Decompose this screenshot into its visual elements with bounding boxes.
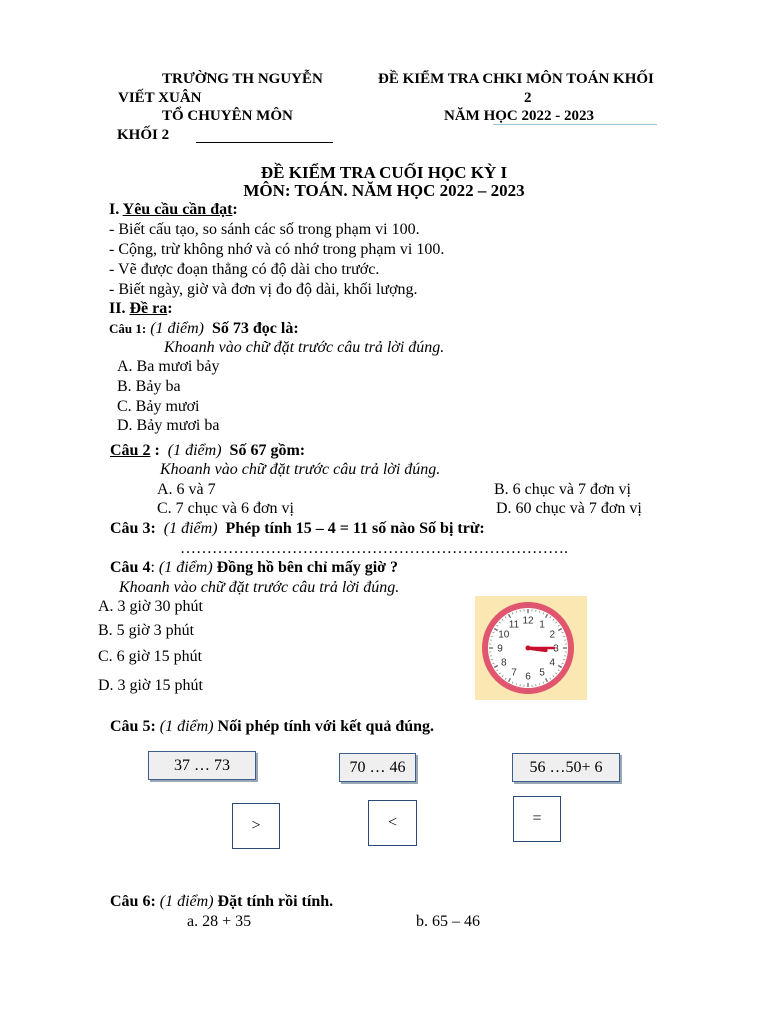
question4-instruction: Khoanh vào chữ đặt trước câu trả lời đúng. xyxy=(119,579,400,596)
school-name-line1: TRƯỜNG TH NGUYỄN xyxy=(162,71,323,87)
main-title-line2: MÔN: TOÁN. NĂM HỌC 2022 – 2023 xyxy=(243,181,525,200)
question6-item-b: b. 65 – 46 xyxy=(416,913,480,930)
clock-number: 4 xyxy=(549,657,556,669)
expression-text: 56 …50+ 6 xyxy=(529,758,603,776)
question1-option-a[interactable]: A. Ba mươi bảy xyxy=(117,358,220,375)
question2-option-d[interactable]: D. 60 chục và 7 đơn vị xyxy=(496,500,642,517)
question1-option-b[interactable]: B. Bảy ba xyxy=(117,378,181,395)
question1-option-d[interactable]: D. Bảy mươi ba xyxy=(117,417,220,434)
question4-option-b[interactable]: B. 5 giờ 3 phút xyxy=(98,622,195,639)
clock-number: 10 xyxy=(498,629,510,641)
department-line1: TỔ CHUYÊN MÔN xyxy=(162,108,293,124)
question1-instruction: Khoanh vào chữ đặt trước câu trả lời đúng. xyxy=(164,339,445,356)
equals-box[interactable] xyxy=(513,796,561,842)
question2-option-c[interactable]: C. 7 chục và 6 đơn vị xyxy=(157,500,294,517)
clock-number: 2 xyxy=(549,629,556,641)
question2-instruction: Khoanh vào chữ đặt trước câu trả lời đúng. xyxy=(160,461,441,478)
symbol-text: = xyxy=(532,810,542,827)
expression-text: 70 … 46 xyxy=(349,758,406,776)
less-than-box[interactable] xyxy=(368,800,417,846)
main-title-line1: ĐỀ KIỂM TRA CUỐI HỌC KỲ I xyxy=(260,163,508,182)
expression-text: 37 … 73 xyxy=(174,756,230,774)
clock-number: 6 xyxy=(525,671,531,683)
header-underline-left xyxy=(196,142,333,143)
question6-item-a: a. 28 + 35 xyxy=(187,913,252,930)
clock-number: 7 xyxy=(511,667,517,679)
question1-option-c[interactable]: C. Bảy mươi xyxy=(117,398,200,415)
header-underline-right xyxy=(493,124,657,125)
greater-than-box[interactable] xyxy=(232,803,280,849)
question6-heading: Câu 6: (1 điểm) Đặt tính rồi tính. xyxy=(110,893,334,910)
department-line2: KHỐI 2 xyxy=(117,127,170,143)
clock-image xyxy=(475,596,587,700)
requirement-item: - Cộng, trừ không nhớ và có nhớ trong phạm vi 100. xyxy=(109,241,445,258)
requirement-item: - Biết cấu tạo, so sánh các số trong phạm vi 100. xyxy=(109,221,420,238)
symbol-text: < xyxy=(387,814,398,831)
question5-heading: Câu 5: (1 điểm) Nối phép tính với kết quả đúng. xyxy=(110,718,435,735)
question2-option-b[interactable]: B. 6 chục và 7 đơn vị xyxy=(494,481,631,498)
clock-icon xyxy=(475,596,587,700)
question4-option-a[interactable]: A. 3 giờ 30 phút xyxy=(98,598,203,615)
expression-box-1[interactable] xyxy=(148,751,256,780)
question3-answer-line[interactable]: ………………………………………………………………. xyxy=(180,540,568,557)
question3-heading: Câu 3: (1 điểm) Phép tính 15 – 4 = 11 số nào Số bị trừ: xyxy=(110,520,485,537)
clock-number: 12 xyxy=(522,615,534,627)
symbol-text: > xyxy=(251,817,261,834)
clock-number: 9 xyxy=(497,643,503,655)
expression-box-3[interactable] xyxy=(512,753,620,782)
clock-number: 1 xyxy=(539,619,545,631)
question2-heading: Câu 2 : (1 điểm) Số 67 gồm: xyxy=(110,442,306,459)
question4-option-c[interactable]: C. 6 giờ 15 phút xyxy=(98,648,203,665)
exam-title-line1: ĐỀ KIỂM TRA CHKI MÔN TOÁN KHỐI xyxy=(378,71,654,87)
school-year: NĂM HỌC 2022 - 2023 xyxy=(444,108,594,124)
clock-number: 5 xyxy=(539,667,545,679)
expression-box-2[interactable] xyxy=(339,753,416,782)
exam-title-line2: 2 xyxy=(524,90,532,106)
question1-heading: Câu 1: (1 điểm) Số 73 đọc là: xyxy=(109,320,299,337)
section1-heading: I. Yêu cầu cần đạt: xyxy=(109,201,238,218)
clock-number: 8 xyxy=(500,657,507,669)
school-name-line2: VIẾT XUÂN xyxy=(118,90,202,106)
question4-heading: Câu 4: (1 điểm) Đồng hồ bên chỉ mấy giờ ? xyxy=(110,559,398,576)
question4-option-d[interactable]: D. 3 giờ 15 phút xyxy=(98,677,203,694)
clock-number: 11 xyxy=(508,619,520,631)
clock-number: 3 xyxy=(553,643,559,655)
question2-option-a[interactable]: A. 6 và 7 xyxy=(157,481,216,498)
requirement-item: - Biết ngày, giờ và đơn vị đo độ dài, khối lượng. xyxy=(109,281,418,298)
clock-center xyxy=(526,646,531,651)
requirement-item: - Vẽ được đoạn thẳng có độ dài cho trước. xyxy=(109,261,380,278)
section2-heading: II. Đề ra: xyxy=(109,300,173,317)
